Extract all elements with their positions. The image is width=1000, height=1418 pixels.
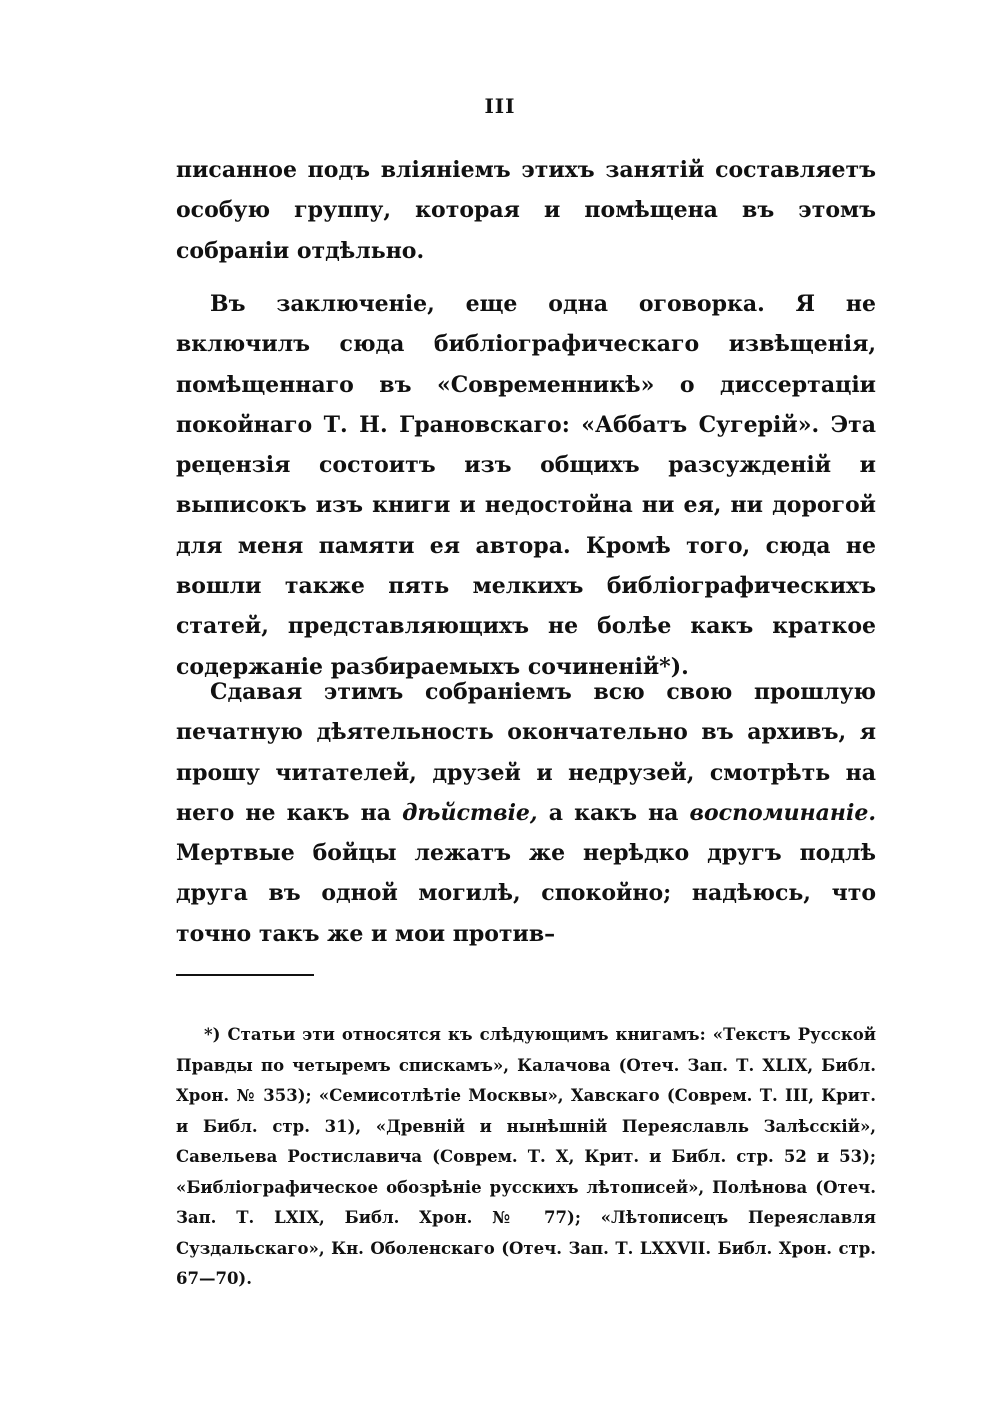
italic-word-memory: воспоминаніе. [689, 799, 876, 826]
footnote-divider [176, 974, 314, 976]
paragraph-archive-text-1: Сдавая этимъ собраніемъ всю свою прошлую печатную дѣятельность окончательно въ архивъ, я прошу читателей, друзей и недрузей, смотрѣть на него не какъ на [176, 679, 876, 826]
italic-word-action: дѣйствіе, [402, 799, 538, 826]
paragraph-archive-text-3: Мертвые бойцы лежатъ же нерѣдко другъ подлѣ друга въ одной могилѣ, спокойно; надѣюсь, что точно такъ же и мои против– [176, 840, 876, 947]
paragraph-archive [176, 672, 876, 954]
page-number: III [484, 94, 516, 118]
paragraph-archive-text-2: а какъ на [537, 799, 690, 826]
paragraph-continuation: писанное подъ вліяніемъ этихъ занятій составляетъ особую группу, которая и помѣщена въ этомъ собраніи отдѣльно. [176, 157, 876, 264]
footnote: *) Статьи эти относятся къ слѣдующимъ книгамъ: «Текстъ Русской Правды по четыремъ спискамъ», Калачова (Отеч. Зап. Т. XLIX, Библ. Хрон. № 353); «Семисотлѣтіе Москвы», Хавскаго (Соврем. Т. III, Крит. и Библ. стр. 31), «Древній и нынѣшній Переяславль Залѣсскій», Савельева Ростиславича (Соврем. Т. X, Крит. и Библ. стр. 52 и 53); «Библіографическое обозрѣніе русскихъ лѣтописей», Полѣнова (Отеч. Зап. Т. LXIX, Библ. Хрон. № 77); «Лѣтописецъ Переяславля Суздальскаго», Кн. Оболенскаго (Отеч. Зап. Т. LXXVII. Библ. Хрон. стр. 67—70). [176, 1025, 876, 1288]
paragraph-reservation: Въ заключеніе, еще одна оговорка. Я не включилъ сюда библіографическаго извѣщенія, помѣщеннаго въ «Современникѣ» о диссертаціи покойнаго Т. Н. Грановскаго: «Аббатъ Сугерій». Эта рецензія состоитъ изъ общихъ разсужденій и выписокъ изъ книги и недостойна ни ея, ни дорогой для меня памяти ея автора. Кромѣ того, сюда не вошли также пять мелкихъ библіографическихъ статей, представляющихъ не болѣе какъ краткое содержаніе разбираемыхъ сочиненій*). [176, 291, 876, 680]
